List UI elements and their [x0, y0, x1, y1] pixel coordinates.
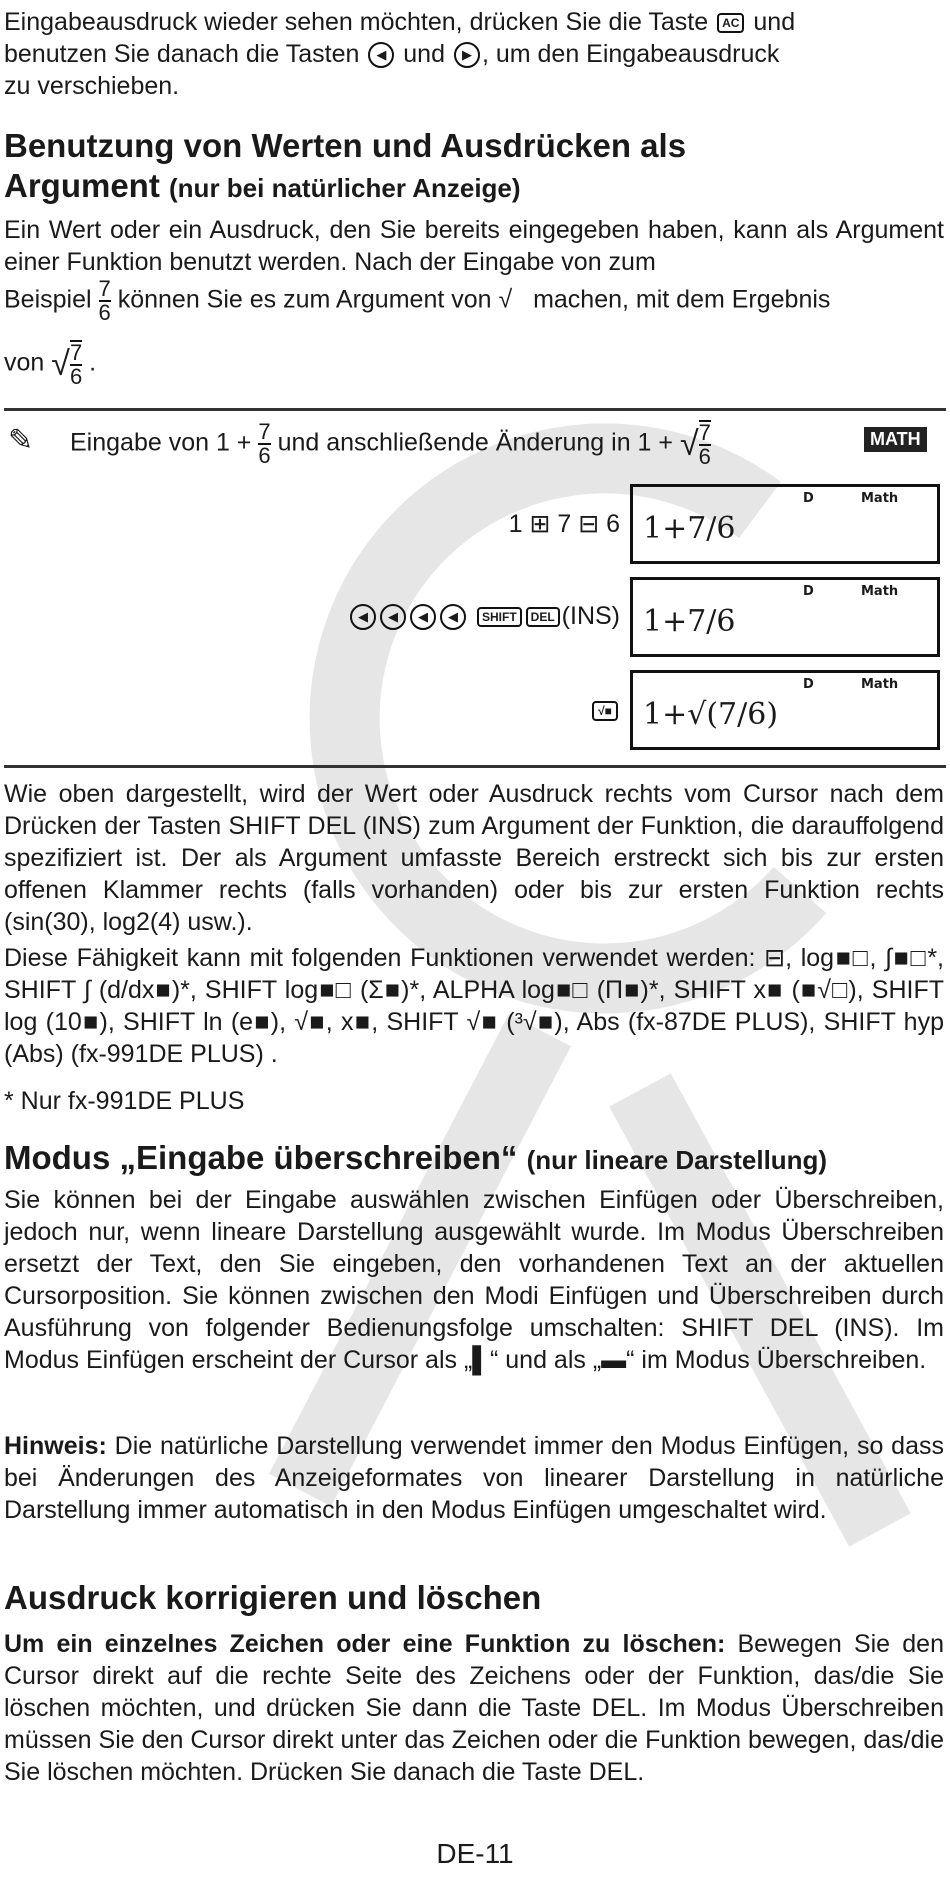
- left-arrow-key-icon: ◀: [410, 604, 436, 630]
- calculator-display-1: [630, 484, 940, 564]
- shift-key-icon: SHIFT: [477, 607, 522, 627]
- ac-key-icon: AC: [717, 13, 744, 33]
- degree-indicator: D: [803, 491, 814, 506]
- math-indicator: Math: [861, 677, 899, 692]
- math-badge: MATH: [864, 427, 927, 452]
- section-heading-overwrite-mode: Modus „Eingabe überschreiben“ (nur lineare Darstellung): [4, 1139, 828, 1176]
- display-expression: 1+7/6: [643, 511, 736, 546]
- example-caption: Eingabe von 1 + $\frac{7}{6}$ und anschließende Änderung in 1 + √ $\frac{7}{6}$: [70, 419, 711, 469]
- footnote: * Nur fx-991DE PLUS: [4, 1087, 245, 1115]
- sqrt-symbol-icon: √: [679, 425, 699, 463]
- left-arrow-key-icon: ◀: [380, 604, 406, 630]
- note-paragraph: Hinweis: Die natürliche Darstellung verwendet immer den Modus Einfügen, so dass bei Änderungen des Anzeigeformates von linearer Darstellung in natürliche Darstellung immer automatisch in den Modus Einfügen umgeschaltet wird.: [4, 1432, 944, 1524]
- argument-explanation-paragraph: Wie oben dargestellt, wird der Wert oder Ausdruck rechts vom Cursor nach dem Drücken der Tasten SHIFT DEL (INS) zum Argument der Funktion, die darauffolgend spezifiziert ist. Der als Argument umfasste Bereich erstreckt sich bis zur ersten offenen Klammer rechts (falls vorhanden) oder bis zur ersten Funktion rechts (sin(30), log2(4) usw.).: [4, 780, 944, 936]
- fraction-7-6-sqrt: $\frac{7}{6}$: [69, 340, 83, 389]
- calculator-display-3: [630, 670, 940, 750]
- fraction-7-6: $\frac{7}{6}$: [98, 276, 111, 325]
- page-number: DE-11: [436, 1838, 514, 1869]
- left-arrow-key-icon: ◀: [440, 604, 466, 630]
- degree-indicator: D: [803, 584, 814, 599]
- example-top-rule: [4, 408, 946, 411]
- key-sequence-3: [590, 694, 620, 726]
- display-expression: 1+√(7/6): [643, 697, 779, 732]
- pencil-icon: ✎: [8, 424, 34, 457]
- sqrt-key-icon: √■: [592, 701, 618, 721]
- supported-functions-paragraph: Diese Fähigkeit kann mit folgenden Funktionen verwendet werden: ⊟, log■□, ∫■□*, SHIFT ∫ (d/dx■)*, SHIFT log■□ (Σ■)*, ALPHA log■□ (Π■)*, SHIFT x■ (■√□), SHIFT log (10■), SHIFT ln (e■), √■, x■, SHIFT √■ (³√■), Abs (fx-87DE PLUS), SHIFT hyp (Abs) (fx-991DE PLUS) .: [4, 944, 944, 1068]
- degree-indicator: D: [803, 677, 814, 692]
- math-indicator: Math: [861, 584, 899, 599]
- key-sequence-2: ◀ ◀ ◀ ◀ SHIFT DEL (INS): [348, 600, 620, 632]
- del-key-icon: DEL: [526, 607, 560, 627]
- left-arrow-key-icon: ◀: [368, 42, 394, 68]
- section1-paragraph-von: von √ $\frac{7}{6}$ .: [4, 340, 97, 389]
- section1-paragraph: Ein Wert oder ein Ausdruck, den Sie bereits eingegeben haben, kann als Argument einer Funktion benutzt werden. Nach der Eingabe von zum Beispiel $\frac{7}{6}$ können Sie es zum Argument von √ machen, mit dem Ergebnis: [4, 216, 944, 325]
- calculator-display-2: [630, 577, 940, 657]
- fraction-7-6-caption: $\frac{7}{6}$: [258, 419, 271, 468]
- fraction-7-6-caption-sqrt: $\frac{7}{6}$: [698, 420, 711, 469]
- overwrite-mode-paragraph: Sie können bei der Eingabe auswählen zwischen Einfügen oder Überschreiben, jedoch nur, wenn lineare Darstellung ausgewählt wurde. Im Modus Überschreiben ersetzt der Text, den Sie eingeben, den vorhandenen Text an der aktuellen Cursorposition. Sie können zwischen den Modi Einfügen und Überschreiben durch Ausführung von folgender Bedienungsfolge umschalten: SHIFT DEL (INS). Im Modus Einfügen erscheint der Cursor als „▌“ und als „▬“ im Modus Überschreiben.: [4, 1186, 944, 1374]
- sqrt-symbol-icon: √: [51, 345, 70, 383]
- right-arrow-key-icon: ▶: [454, 42, 480, 68]
- intro-paragraph: Eingabeausdruck wieder sehen möchten, drücken Sie die Taste AC und benutzen Sie danach die Tasten ◀ und ▶ , um den Eingabeausdruck zu verschieben.: [4, 8, 796, 100]
- section-heading-values-as-argument: Benutzung von Werten und Ausdrücken als Argument (nur bei natürlicher Anzeige): [4, 127, 687, 204]
- delete-character-paragraph: Um ein einzelnes Zeichen oder eine Funktion zu löschen: Bewegen Sie den Cursor direkt auf die rechte Seite des Zeichens oder der Funktion, das/die Sie löschen möchten, und drücken Sie dann die Taste DEL. Im Modus Überschreiben müssen Sie den Cursor direkt unter das Zeichen oder die Funktion bewegen, das/die Sie löschen möchten. Drücken Sie danach die Taste DEL.: [4, 1630, 944, 1786]
- section-heading-correct-delete: Ausdruck korrigieren und löschen: [4, 1579, 542, 1616]
- math-indicator: Math: [861, 491, 899, 506]
- left-arrow-key-icon: ◀: [350, 604, 376, 630]
- display-expression: 1+7/6: [643, 604, 736, 639]
- key-sequence-1: 1 ⊞ 7 ⊟ 6: [508, 510, 620, 538]
- example-bottom-rule: [4, 765, 946, 768]
